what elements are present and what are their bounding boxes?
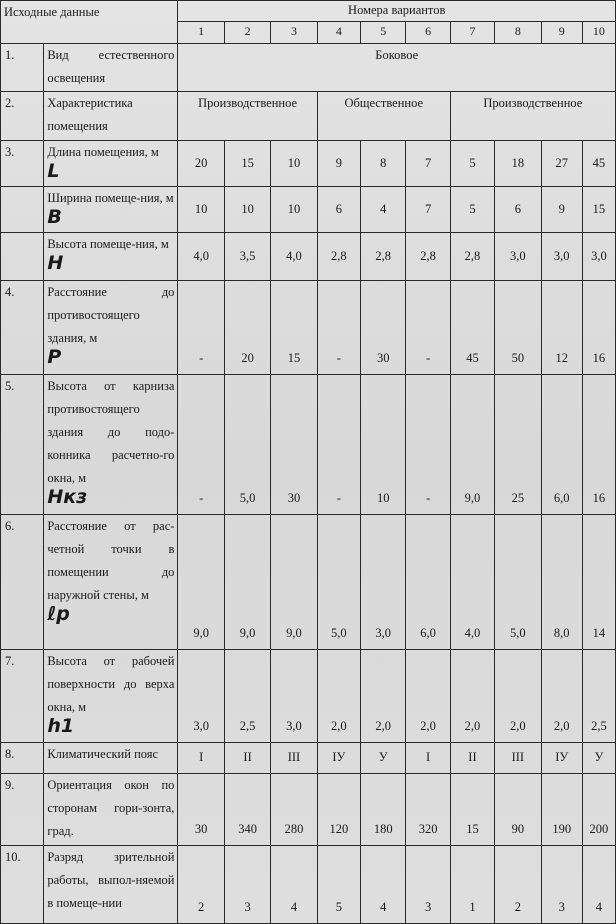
handwritten-note: P	[47, 346, 62, 369]
row-label-cell	[44, 44, 178, 92]
row-label: Вид естественного освещения	[47, 48, 175, 86]
value-cell-variant-3: 280	[271, 774, 317, 846]
row-label: Характеристика помещения	[47, 96, 133, 134]
variant-number-2: 2	[224, 21, 270, 44]
handwritten-note: ℓр	[47, 603, 70, 626]
value-cell-variant-6: 2,0	[406, 649, 450, 742]
value-cell-variant-1: 4,0	[178, 232, 224, 280]
value-cell-variant-7: 2,0	[450, 649, 494, 742]
row-label: Климатический пояс	[47, 747, 159, 762]
value-cell-variant-5: 2,0	[361, 649, 406, 742]
value-cell-variant-8: 2	[495, 845, 541, 923]
row-label-cell	[44, 92, 178, 140]
value-cell-variant-8: 3,0	[495, 232, 541, 280]
handwritten-note: L	[47, 159, 60, 182]
value-cell-variant-6: 6,0	[406, 515, 450, 649]
value-cell-variant-6: 3	[406, 845, 450, 923]
handwritten-note: H	[47, 251, 64, 274]
handwritten-note: B	[47, 205, 62, 228]
value-cell-variant-4: 5,0	[317, 515, 360, 649]
value-cell-variant-6: 7	[406, 186, 450, 232]
value-cell-variant-10: 3,0	[582, 232, 615, 280]
value-cell-variant-7: 9,0	[450, 374, 494, 515]
row-label: Высота от карниза противостоящего здания до подо-конника расчетно-го окна, м	[47, 378, 175, 485]
value-cell-variant-9: 8,0	[541, 515, 582, 649]
value-cell-variant-10: 45	[582, 140, 615, 186]
variant-number-5: 5	[361, 21, 406, 44]
table-row	[1, 140, 616, 186]
row-index: 8.	[1, 743, 44, 774]
row-index	[1, 232, 44, 280]
value-cell-variant-9: 9	[541, 186, 582, 232]
merged-value-cell: Производственное	[178, 92, 317, 140]
value-cell-variant-3: 3,0	[271, 649, 317, 742]
row-index: 1.	[1, 44, 44, 92]
value-cell-variant-4: 120	[317, 774, 360, 846]
value-cell-variant-7: 15	[450, 774, 494, 846]
row-index: 7.	[1, 649, 44, 742]
value-cell-variant-10: 14	[582, 515, 615, 649]
value-cell-variant-10: 16	[582, 281, 615, 374]
value-cell-variant-2: 3,5	[224, 232, 270, 280]
value-cell-variant-6: 2,8	[406, 232, 450, 280]
variant-number-10: 10	[582, 21, 615, 44]
value-cell-variant-2: 3	[224, 845, 270, 923]
row-index: 4.	[1, 281, 44, 374]
value-cell-variant-2: 2,5	[224, 649, 270, 742]
value-cell-variant-9: 190	[541, 774, 582, 846]
value-cell-variant-8: 6	[495, 186, 541, 232]
variant-number-8: 8	[495, 21, 541, 44]
row-label-cell	[44, 515, 178, 649]
row-index: 6.	[1, 515, 44, 649]
value-cell-variant-9: 27	[541, 140, 582, 186]
value-cell-variant-8: 90	[495, 774, 541, 846]
value-cell-variant-3: 30	[271, 374, 317, 515]
value-cell-variant-5: 180	[361, 774, 406, 846]
value-cell-variant-8: 25	[495, 374, 541, 515]
value-cell-variant-8: 18	[495, 140, 541, 186]
value-cell-variant-4: 6	[317, 186, 360, 232]
value-cell-variant-8: III	[495, 743, 541, 774]
header-variants-label: Номера вариантов	[348, 3, 446, 17]
value-cell-variant-5: 10	[361, 374, 406, 515]
value-cell-variant-2: 9,0	[224, 515, 270, 649]
table-row	[1, 374, 616, 515]
value-cell-variant-3: 10	[271, 140, 317, 186]
value-cell-variant-4: 9	[317, 140, 360, 186]
value-cell-variant-3: 9,0	[271, 515, 317, 649]
value-cell-variant-1: I	[178, 743, 224, 774]
value-cell-variant-8: 2,0	[495, 649, 541, 742]
row-index	[1, 186, 44, 232]
value-cell-variant-5: 4	[361, 186, 406, 232]
value-cell-variant-10: 2,5	[582, 649, 615, 742]
value-cell-variant-5: У	[361, 743, 406, 774]
value-cell-variant-3: 4,0	[271, 232, 317, 280]
row-index: 3.	[1, 140, 44, 186]
table-row	[1, 186, 616, 232]
value-cell-variant-4: 5	[317, 845, 360, 923]
value-cell-variant-7: 5	[450, 186, 494, 232]
value-cell-variant-1: 3,0	[178, 649, 224, 742]
table-row	[1, 649, 616, 742]
handwritten-note: Hкз	[47, 485, 88, 508]
value-cell-variant-1: -	[178, 281, 224, 374]
value-cell-variant-10: 200	[582, 774, 615, 846]
variant-number-9: 9	[541, 21, 582, 44]
header-source-data	[1, 1, 178, 44]
value-cell-variant-1: 9,0	[178, 515, 224, 649]
row-label-cell	[44, 649, 178, 742]
value-cell-variant-3: III	[271, 743, 317, 774]
row-label: Длина помещения, м	[47, 144, 159, 159]
row-label: Ширина помеще-ния, м	[47, 190, 174, 205]
value-cell-variant-7: 2,8	[450, 232, 494, 280]
row-index: 10.	[1, 845, 44, 923]
value-cell-variant-2: 5,0	[224, 374, 270, 515]
header-variants	[178, 1, 616, 22]
value-cell-variant-1: 10	[178, 186, 224, 232]
value-cell-variant-2: 20	[224, 281, 270, 374]
value-cell-variant-6: 320	[406, 774, 450, 846]
variant-number-3: 3	[271, 21, 317, 44]
table-row	[1, 774, 616, 846]
row-label-cell	[44, 281, 178, 374]
value-cell-variant-9: 3,0	[541, 232, 582, 280]
value-cell-variant-5: 3,0	[361, 515, 406, 649]
row-label: Расстояние от рас-четной точки в помещении до наружной стены, м	[47, 519, 175, 603]
value-cell-variant-9: 3	[541, 845, 582, 923]
table-row	[1, 44, 616, 92]
value-cell-variant-6: -	[406, 281, 450, 374]
value-cell-variant-3: 15	[271, 281, 317, 374]
value-cell-variant-4: 2,0	[317, 649, 360, 742]
value-cell-variant-4: 2,8	[317, 232, 360, 280]
handwritten-note: h1	[47, 714, 75, 737]
value-cell-variant-9: 12	[541, 281, 582, 374]
value-cell-variant-10: 15	[582, 186, 615, 232]
row-label: Ориентация окон по сторонам гори-зонта, град.	[47, 778, 175, 839]
table-row	[1, 515, 616, 649]
value-cell-variant-7: 4,0	[450, 515, 494, 649]
row-index: 9.	[1, 774, 44, 846]
row-index: 2.	[1, 92, 44, 140]
value-cell-variant-9: IУ	[541, 743, 582, 774]
table-row	[1, 232, 616, 280]
row-label: Высота от рабочей поверхности до верха окна, м	[47, 653, 175, 714]
row-label: Высота помеще-ния, м	[47, 236, 169, 251]
value-cell-variant-4: -	[317, 281, 360, 374]
value-cell-variant-5: 4	[361, 845, 406, 923]
value-cell-variant-5: 2,8	[361, 232, 406, 280]
variant-number-7: 7	[450, 21, 494, 44]
row-label-cell	[44, 774, 178, 846]
row-label-cell	[44, 845, 178, 923]
value-cell-variant-7: II	[450, 743, 494, 774]
merged-value-cell: Общественное	[317, 92, 450, 140]
merged-value-cell: Боковое	[178, 44, 616, 92]
value-cell-variant-2: II	[224, 743, 270, 774]
table-row	[1, 845, 616, 923]
value-cell-variant-7: 5	[450, 140, 494, 186]
value-cell-variant-10: 4	[582, 845, 615, 923]
value-cell-variant-3: 10	[271, 186, 317, 232]
value-cell-variant-6: 7	[406, 140, 450, 186]
value-cell-variant-4: IУ	[317, 743, 360, 774]
value-cell-variant-4: -	[317, 374, 360, 515]
row-label-cell	[44, 743, 178, 774]
value-cell-variant-5: 8	[361, 140, 406, 186]
row-label-cell	[44, 140, 178, 186]
value-cell-variant-5: 30	[361, 281, 406, 374]
table-row	[1, 743, 616, 774]
value-cell-variant-1: 30	[178, 774, 224, 846]
value-cell-variant-2: 10	[224, 186, 270, 232]
value-cell-variant-2: 340	[224, 774, 270, 846]
value-cell-variant-8: 50	[495, 281, 541, 374]
value-cell-variant-2: 15	[224, 140, 270, 186]
value-cell-variant-1: 20	[178, 140, 224, 186]
variant-number-4: 4	[317, 21, 360, 44]
row-label: Расстояние до противостоящего здания, м	[47, 285, 175, 346]
value-cell-variant-1: -	[178, 374, 224, 515]
header-source-label: Исходные данные	[4, 5, 100, 19]
merged-value-cell: Производственное	[450, 92, 615, 140]
table-row	[1, 281, 616, 374]
value-cell-variant-1: 2	[178, 845, 224, 923]
value-cell-variant-10: 16	[582, 374, 615, 515]
value-cell-variant-9: 2,0	[541, 649, 582, 742]
value-cell-variant-9: 6,0	[541, 374, 582, 515]
variant-number-6: 6	[406, 21, 450, 44]
row-label-cell	[44, 186, 178, 232]
row-label-cell	[44, 374, 178, 515]
value-cell-variant-7: 45	[450, 281, 494, 374]
row-label: Разряд зрительной работы, выпол-няемой в помеще-нии	[47, 849, 175, 910]
variant-number-1: 1	[178, 21, 224, 44]
value-cell-variant-8: 5,0	[495, 515, 541, 649]
value-cell-variant-3: 4	[271, 845, 317, 923]
row-index: 5.	[1, 374, 44, 515]
table-row	[1, 92, 616, 140]
row-label-cell	[44, 232, 178, 280]
value-cell-variant-6: -	[406, 374, 450, 515]
value-cell-variant-7: 1	[450, 845, 494, 923]
value-cell-variant-10: У	[582, 743, 615, 774]
value-cell-variant-6: I	[406, 743, 450, 774]
